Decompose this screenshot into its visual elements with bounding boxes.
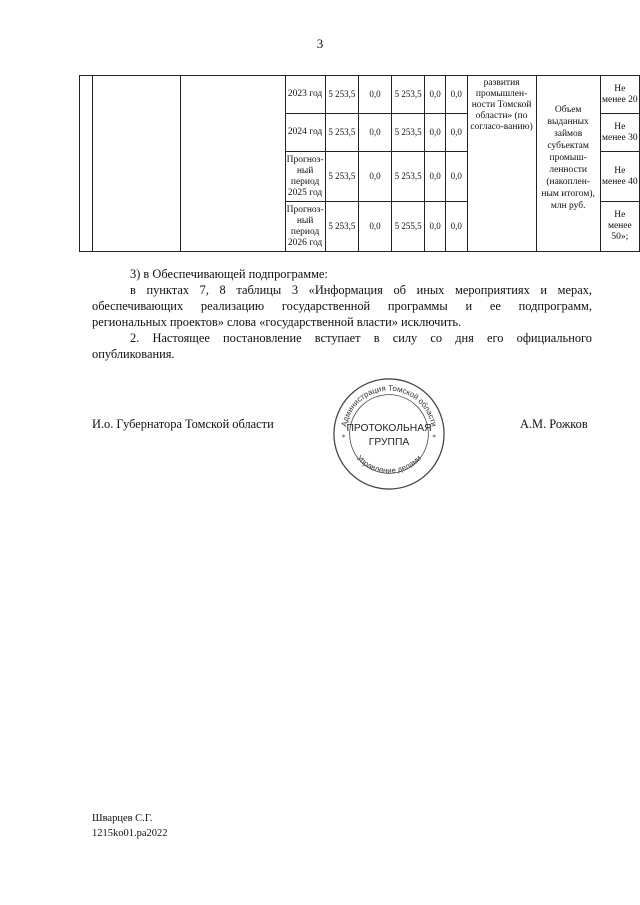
value-cell: 0,0: [425, 76, 446, 114]
svg-text:Администрация Томской области: Администрация Томской области: [339, 383, 439, 428]
signatory-position: И.о. Губернатора Томской области: [92, 417, 274, 431]
value-cell: 0,0: [445, 76, 467, 114]
participant-cell: развития промышлен-ности Томской области» (по согласо-ванию): [467, 76, 536, 252]
amendment-line: в пунктах 7, 8 таблицы 3 «Информация об иных мероприятиях и мерах,: [130, 283, 592, 297]
value-cell: 0,0: [359, 76, 392, 114]
value-cell: 0,0: [445, 152, 467, 202]
value-cell: 0,0: [425, 152, 446, 202]
target-cell: Не менее 30: [600, 114, 639, 152]
program-table: [79, 75, 640, 252]
value-cell: 5 253,5: [391, 76, 424, 114]
stamp-seal: [330, 375, 448, 493]
executor-name: Шварцев С.Г.: [92, 813, 153, 824]
target-cell: Не менее 20: [600, 76, 639, 114]
value-cell: 0,0: [359, 202, 392, 252]
value-cell: 0,0: [359, 152, 392, 202]
value-cell: 5 253,5: [325, 152, 358, 202]
value-cell: 0,0: [359, 114, 392, 152]
value-cell: 5 253,5: [391, 114, 424, 152]
target-cell: Не менее 50»;: [600, 202, 639, 252]
value-cell: 0,0: [445, 114, 467, 152]
page-number: 3: [316, 36, 324, 51]
value-cell: 0,0: [425, 202, 446, 252]
period-cell: 2023 год: [285, 76, 325, 114]
table-row: [80, 76, 640, 114]
period-cell: Прогноз-ный период 2026 год: [285, 202, 325, 252]
value-cell: 0,0: [425, 114, 446, 152]
effective-line: опубликования.: [92, 347, 175, 361]
amendment-line: обеспечивающих реализацию государственной программы и ее подпрограмм,: [92, 299, 592, 313]
value-cell: 5 253,5: [391, 152, 424, 202]
svg-text:*: *: [341, 432, 346, 442]
table-cell-empty: [93, 76, 181, 252]
amendment-line: региональных проектов» слова «государственной власти» исключить.: [92, 315, 462, 329]
signatory-name: А.М. Рожков: [520, 417, 588, 431]
period-cell: Прогноз-ный период 2025 год: [285, 152, 325, 202]
svg-text:ПРОТОКОЛЬНАЯ: ПРОТОКОЛЬНАЯ: [346, 423, 432, 435]
value-cell: 5 253,5: [325, 202, 358, 252]
value-cell: 5 253,5: [325, 76, 358, 114]
paragraph-subprogram: 3) в Обеспечивающей подпрограмме:: [130, 267, 328, 281]
paragraph-effective: [92, 330, 592, 362]
svg-text:ГРУППА: ГРУППА: [368, 436, 410, 448]
value-cell: 5 255,5: [391, 202, 424, 252]
effective-line: 2. Настоящее постановление вступает в силу со дня его официального: [130, 331, 592, 345]
value-cell: 5 253,5: [325, 114, 358, 152]
target-cell: Не менее 40: [600, 152, 639, 202]
paragraph-amendment: [92, 282, 592, 330]
document-code: 1215ko01.pa2022: [92, 828, 168, 839]
value-cell: 0,0: [445, 202, 467, 252]
svg-text:Управление делами: Управление делами: [354, 453, 424, 476]
table-cell-empty: [80, 76, 93, 252]
svg-text:*: *: [432, 432, 437, 442]
table-cell-empty: [181, 76, 285, 252]
period-cell: 2024 год: [285, 114, 325, 152]
indicator-cell: Объем выданных займов субъектам промыш-ленности (накоплен-ным итогом), млн руб.: [536, 76, 600, 252]
